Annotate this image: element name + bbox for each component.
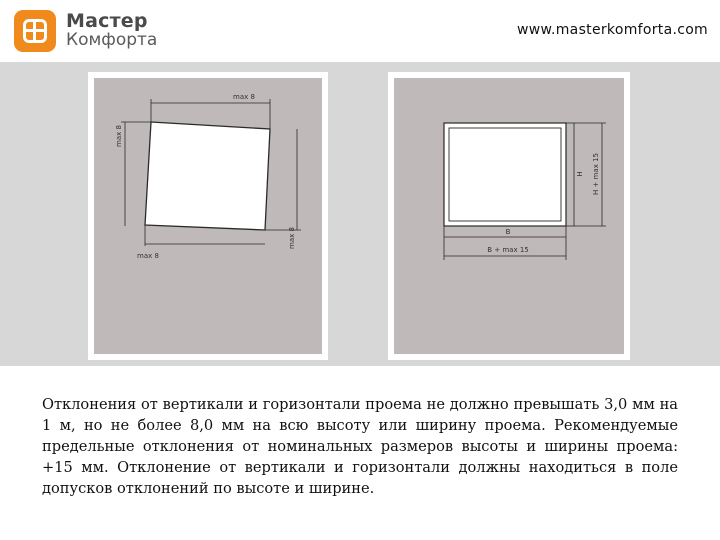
top-tolerance-label: max 8 [233,93,255,101]
brand-name-line2: Комфорта [66,30,158,50]
width-tolerance-label: B + max 15 [487,246,529,254]
right-tolerance-label: max 8 [288,227,296,249]
skewed-opening [145,122,270,230]
website-url: www.masterkomforta.com [517,22,708,38]
bottom-tolerance-label: max 8 [137,252,159,260]
deviation-diagram [94,78,322,354]
deviation-diagram-panel [88,72,328,360]
brand-name-line1: Мастер [66,10,148,32]
size-tolerance-panel [388,72,630,360]
left-tolerance-label: max 8 [115,125,123,147]
size-tolerance-diagram [394,78,624,354]
height-tolerance-label: H + max 15 [592,153,600,195]
width-label: B [505,228,511,236]
brand-logo-icon [14,10,56,52]
caption-text: Отклонения от вертикали и горизонтали проема не должно превышать 3,0 мм на 1 м, но не более 8,0 мм на всю высоту или ширину проема. Рекомендуемые предельные отклонения от номинальных размеров высоты и ширины проема: +15 мм. Отклонение от вертикали и горизонтали должны находиться в поле допусков отклонений по высоте и ширине. [42,396,678,497]
header [0,0,720,62]
height-label: H [576,171,584,177]
opening-inner [449,128,561,221]
